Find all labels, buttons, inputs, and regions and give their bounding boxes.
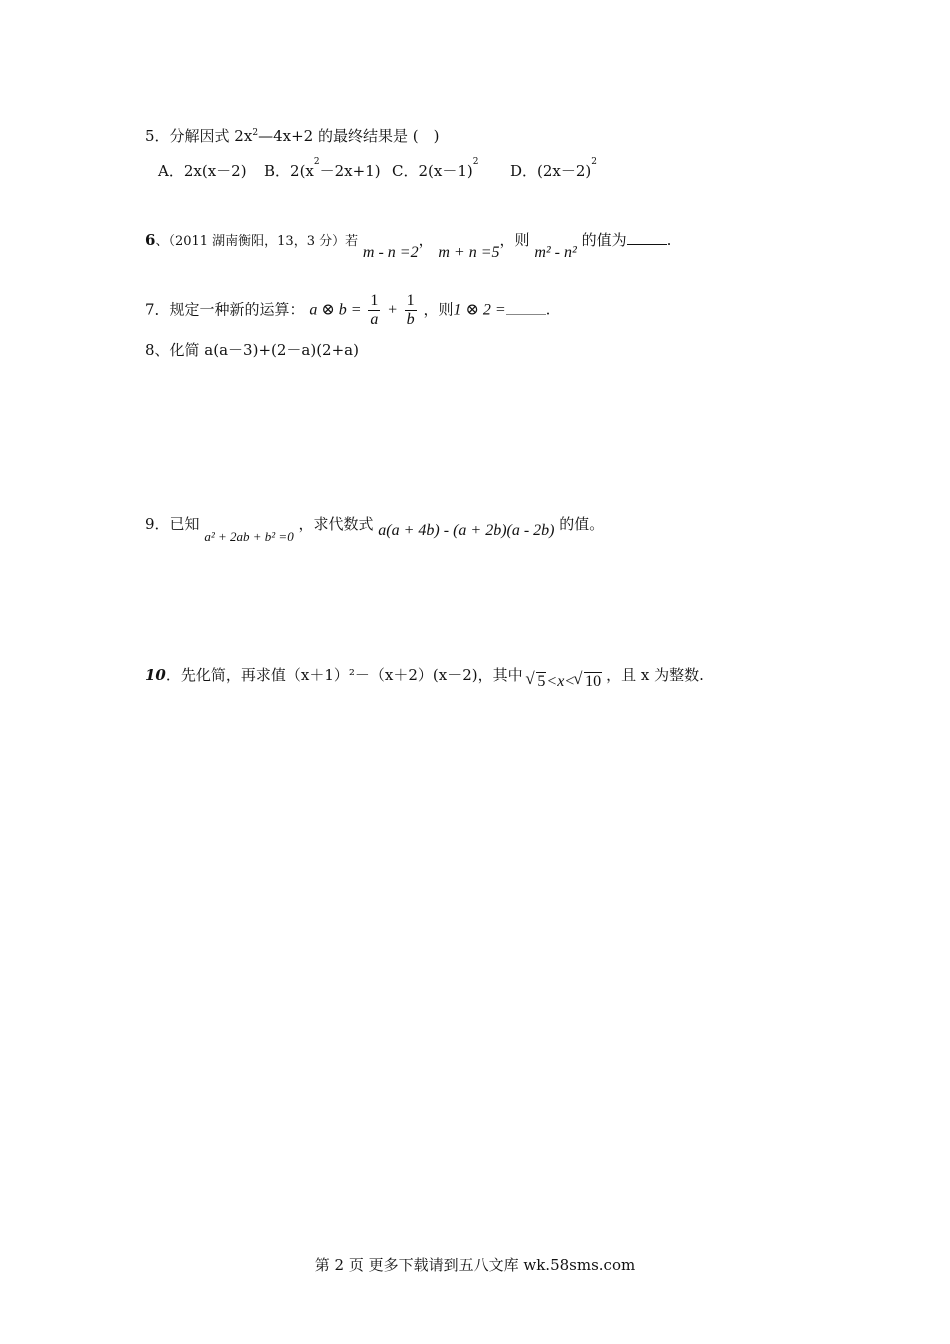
q10-range: √ 5<x<√ 10	[527, 673, 606, 690]
q6-number: 6	[145, 231, 156, 249]
q5-option-c: C．$2(x-1)^2$	[392, 157, 479, 180]
q5-option-b: B．$2(x^2-2x+1)$	[264, 157, 381, 180]
answer-blank[interactable]	[506, 300, 546, 315]
fraction-1-over-b: $\frac{1}{b}$	[406, 292, 415, 328]
q9-expression: a(a + 4b) - (a + 2b)(a - 2b)	[378, 522, 555, 539]
q6-expression: m² - n²	[534, 244, 577, 261]
q9-condition: a² + 2ab + b² =0	[204, 529, 294, 544]
question-7: 7．规定一种新的运算： a ⊗ b = $\frac{1}{a}$ + $\frac{1}{b}$ ，则1 ⊗ 2 = .	[145, 292, 551, 328]
q7-expression: 1 ⊗ 2 =	[453, 301, 506, 319]
question-6: 6、（2011 湖南衡阳，13，3 分）若 m - n =2， m + n =5，则 m² - n² 的值为 .	[145, 231, 672, 261]
q5-option-d: D．$(2x-2)^2$	[510, 157, 598, 180]
q7-operation: a ⊗ b =	[309, 301, 362, 319]
q6-condition-1: m - n =2	[362, 244, 419, 261]
fraction-1-over-a: $\frac{1}{a}$	[370, 292, 379, 328]
q6-condition-2: m + n =5	[438, 244, 500, 261]
question-5-stem: 5．分解因式 $2x^2—4x+2$ 的最终结果是 ( )	[145, 127, 440, 145]
q10-number: 10	[145, 666, 166, 684]
question-8: 8、化简 a(a－3)+(2－a)(2+a)	[145, 341, 359, 359]
answer-blank[interactable]	[627, 230, 667, 245]
question-10: 10．先化简，再求值（x＋1）²－（x＋2）(x－2)，其中 √ 5<x<√ 10 ，且 x 为整数.	[145, 665, 704, 686]
q5-option-a: A．2x(x－2)	[158, 162, 247, 180]
page-footer: 第 2 页 更多下载请到五八文库 wk.58sms.com	[314, 1256, 636, 1274]
question-9: 9．已知 a² + 2ab + b² =0 ，求代数式 a(a + 4b) - (a + 2b)(a - 2b) 的值。	[145, 515, 605, 544]
